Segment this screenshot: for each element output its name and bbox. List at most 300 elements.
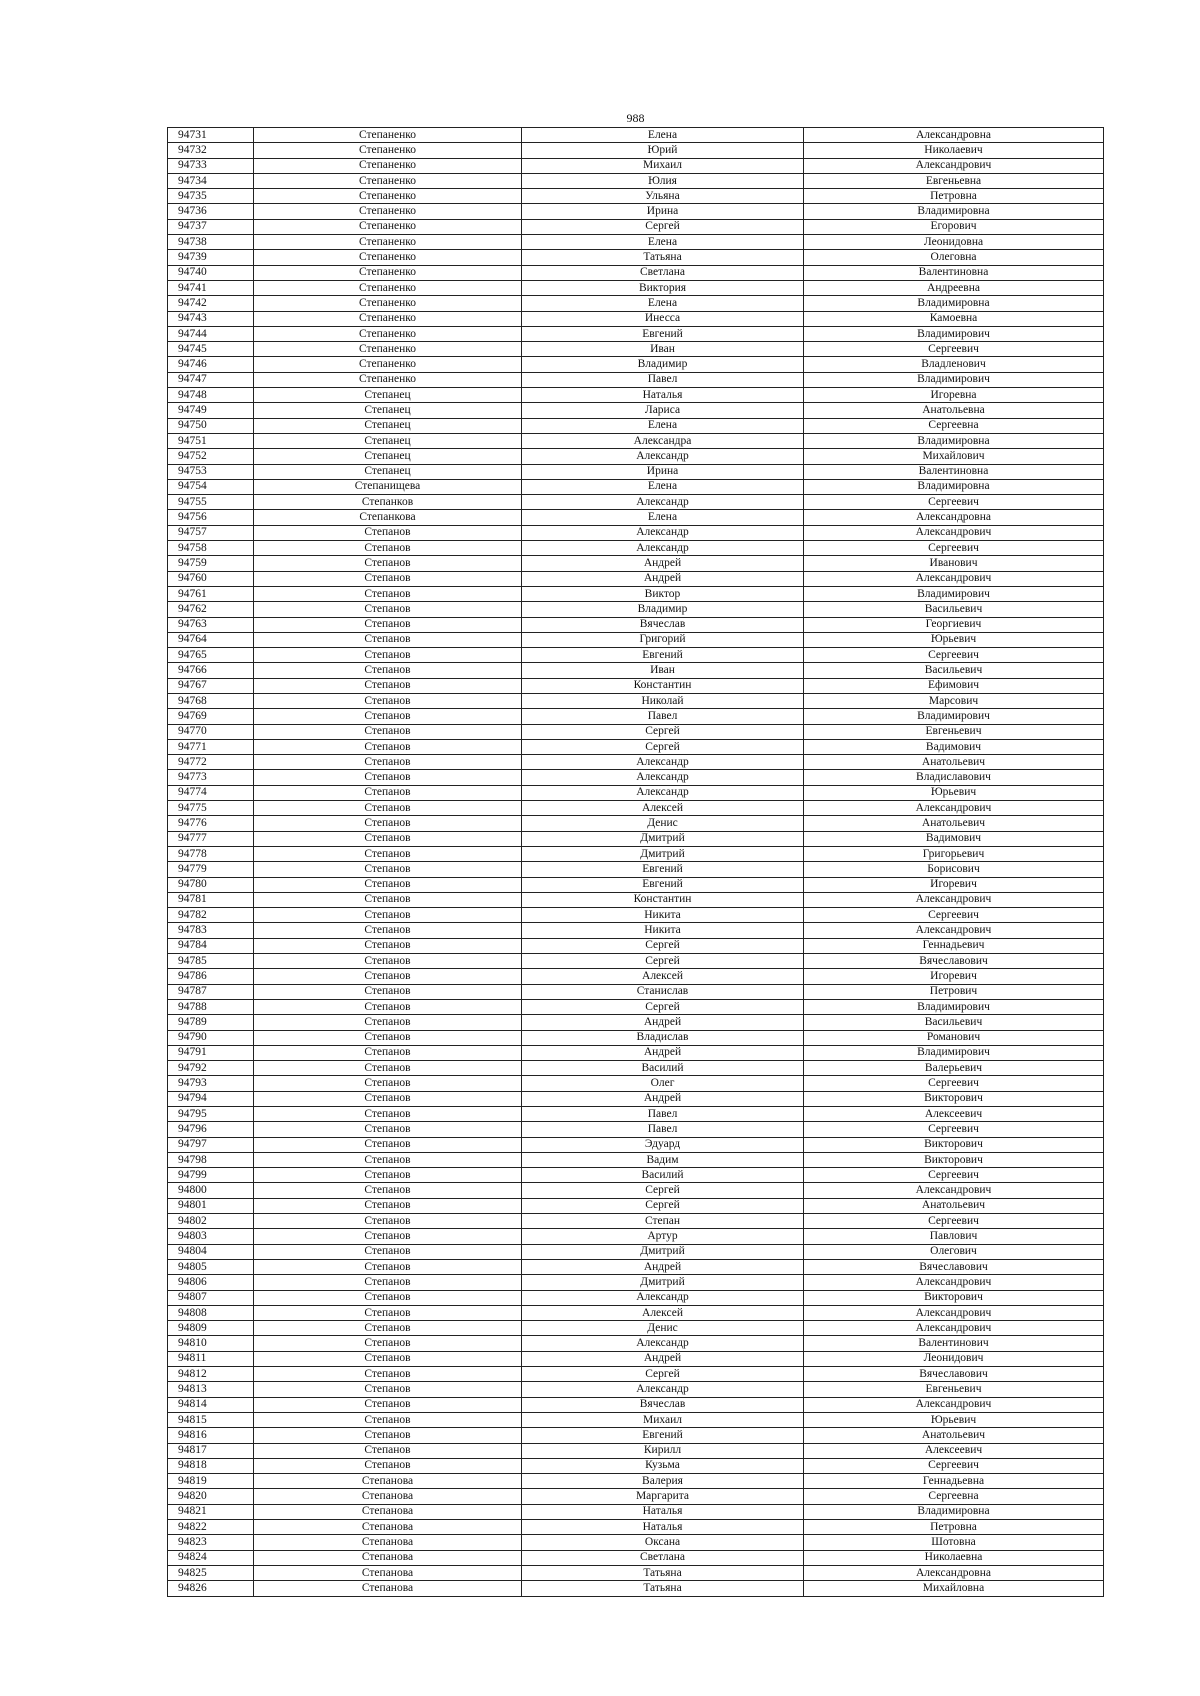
- first-name-cell: Елена: [522, 296, 804, 311]
- record-number-cell: 94751: [168, 433, 254, 448]
- first-name-cell: Валерия: [522, 1474, 804, 1489]
- surname-cell: Степанов: [254, 724, 522, 739]
- table-row: [168, 1520, 1104, 1535]
- table-row: [168, 632, 1104, 647]
- patronymic-cell: Евгеньевна: [804, 173, 1104, 188]
- record-number-cell: 94825: [168, 1565, 254, 1580]
- first-name-cell: Владимир: [522, 602, 804, 617]
- first-name-cell: Александр: [522, 1290, 804, 1305]
- patronymic-cell: Марсович: [804, 693, 1104, 708]
- table-row: [168, 495, 1104, 510]
- patronymic-cell: Викторович: [804, 1137, 1104, 1152]
- first-name-cell: Елена: [522, 510, 804, 525]
- surname-cell: Степанов: [254, 954, 522, 969]
- first-name-cell: Александр: [522, 495, 804, 510]
- first-name-cell: Алексей: [522, 969, 804, 984]
- surname-cell: Степанов: [254, 1076, 522, 1091]
- patronymic-cell: Владиславович: [804, 770, 1104, 785]
- patronymic-cell: Викторович: [804, 1152, 1104, 1167]
- patronymic-cell: Юрьевич: [804, 632, 1104, 647]
- first-name-cell: Наталья: [522, 1520, 804, 1535]
- patronymic-cell: Юрьевич: [804, 785, 1104, 800]
- surname-cell: Степанков: [254, 495, 522, 510]
- patronymic-cell: Владимировна: [804, 296, 1104, 311]
- surname-cell: Степанова: [254, 1474, 522, 1489]
- patronymic-cell: Юрьевич: [804, 1412, 1104, 1427]
- patronymic-cell: Александрович: [804, 1397, 1104, 1412]
- surname-cell: Степанец: [254, 418, 522, 433]
- record-number-cell: 94762: [168, 602, 254, 617]
- surname-cell: Степанов: [254, 999, 522, 1014]
- first-name-cell: Лариса: [522, 403, 804, 418]
- patronymic-cell: Анатольевна: [804, 403, 1104, 418]
- table-row: [168, 785, 1104, 800]
- record-number-cell: 94785: [168, 954, 254, 969]
- first-name-cell: Сергей: [522, 724, 804, 739]
- table-row: [168, 1351, 1104, 1366]
- patronymic-cell: Евгеньевич: [804, 724, 1104, 739]
- table-row: [168, 250, 1104, 265]
- record-number-cell: 94750: [168, 418, 254, 433]
- surname-cell: Степанов: [254, 1259, 522, 1274]
- surname-cell: Степанов: [254, 1183, 522, 1198]
- surname-cell: Степанов: [254, 877, 522, 892]
- table-row: [168, 862, 1104, 877]
- table-row: [168, 678, 1104, 693]
- table-row: [168, 1321, 1104, 1336]
- surname-cell: Степаненко: [254, 280, 522, 295]
- first-name-cell: Александр: [522, 755, 804, 770]
- record-number-cell: 94815: [168, 1412, 254, 1427]
- patronymic-cell: Николаевич: [804, 143, 1104, 158]
- patronymic-cell: Сергеевич: [804, 342, 1104, 357]
- record-number-cell: 94746: [168, 357, 254, 372]
- surname-cell: Степанов: [254, 1229, 522, 1244]
- patronymic-cell: Викторович: [804, 1290, 1104, 1305]
- record-number-cell: 94745: [168, 342, 254, 357]
- surname-cell: Степанец: [254, 449, 522, 464]
- surname-cell: Степанов: [254, 1428, 522, 1443]
- record-number-cell: 94824: [168, 1550, 254, 1565]
- table-row: [168, 877, 1104, 892]
- table-row: [168, 433, 1104, 448]
- patronymic-cell: Анатольевич: [804, 755, 1104, 770]
- record-number-cell: 94801: [168, 1198, 254, 1213]
- first-name-cell: Андрей: [522, 1015, 804, 1030]
- first-name-cell: Эдуард: [522, 1137, 804, 1152]
- patronymic-cell: Петровна: [804, 1520, 1104, 1535]
- first-name-cell: Никита: [522, 923, 804, 938]
- surname-cell: Степанов: [254, 816, 522, 831]
- patronymic-cell: Олеговна: [804, 250, 1104, 265]
- surname-cell: Степанов: [254, 1091, 522, 1106]
- first-name-cell: Сергей: [522, 219, 804, 234]
- first-name-cell: Елена: [522, 418, 804, 433]
- first-name-cell: Елена: [522, 479, 804, 494]
- surname-cell: Степаненко: [254, 158, 522, 173]
- table-row: [168, 1367, 1104, 1382]
- first-name-cell: Александр: [522, 1336, 804, 1351]
- first-name-cell: Ирина: [522, 464, 804, 479]
- patronymic-cell: Александрович: [804, 1183, 1104, 1198]
- table-row: [168, 1183, 1104, 1198]
- record-number-cell: 94776: [168, 816, 254, 831]
- record-number-cell: 94790: [168, 1030, 254, 1045]
- first-name-cell: Андрей: [522, 1091, 804, 1106]
- table-row: [168, 1489, 1104, 1504]
- table-row: [168, 648, 1104, 663]
- record-number-cell: 94793: [168, 1076, 254, 1091]
- patronymic-cell: Александрович: [804, 1305, 1104, 1320]
- surname-cell: Степанова: [254, 1565, 522, 1580]
- table-row: [168, 219, 1104, 234]
- first-name-cell: Дмитрий: [522, 1275, 804, 1290]
- roster-table: [167, 127, 1104, 1597]
- table-row: [168, 1535, 1104, 1550]
- record-number-cell: 94774: [168, 785, 254, 800]
- surname-cell: Степанов: [254, 602, 522, 617]
- first-name-cell: Василий: [522, 1061, 804, 1076]
- first-name-cell: Александр: [522, 770, 804, 785]
- first-name-cell: Александр: [522, 541, 804, 556]
- table-row: [168, 403, 1104, 418]
- first-name-cell: Виктор: [522, 586, 804, 601]
- surname-cell: Степанов: [254, 571, 522, 586]
- record-number-cell: 94794: [168, 1091, 254, 1106]
- patronymic-cell: Олегович: [804, 1244, 1104, 1259]
- patronymic-cell: Александрович: [804, 1275, 1104, 1290]
- table-row: [168, 1091, 1104, 1106]
- table-row: [168, 1107, 1104, 1122]
- surname-cell: Степанов: [254, 969, 522, 984]
- record-number-cell: 94818: [168, 1458, 254, 1473]
- patronymic-cell: Петровна: [804, 189, 1104, 204]
- surname-cell: Степанов: [254, 938, 522, 953]
- surname-cell: Степанов: [254, 1397, 522, 1412]
- surname-cell: Степанов: [254, 1275, 522, 1290]
- table-row: [168, 296, 1104, 311]
- record-number-cell: 94813: [168, 1382, 254, 1397]
- record-number-cell: 94812: [168, 1367, 254, 1382]
- patronymic-cell: Викторович: [804, 1091, 1104, 1106]
- first-name-cell: Павел: [522, 1122, 804, 1137]
- surname-cell: Степанищева: [254, 479, 522, 494]
- surname-cell: Степаненко: [254, 265, 522, 280]
- surname-cell: Степанов: [254, 1351, 522, 1366]
- first-name-cell: Сергей: [522, 938, 804, 953]
- first-name-cell: Павел: [522, 709, 804, 724]
- record-number-cell: 94770: [168, 724, 254, 739]
- table-row: [168, 1336, 1104, 1351]
- record-number-cell: 94732: [168, 143, 254, 158]
- table-row: [168, 1198, 1104, 1213]
- record-number-cell: 94802: [168, 1214, 254, 1229]
- table-row: [168, 1474, 1104, 1489]
- surname-cell: Степанов: [254, 1015, 522, 1030]
- table-row: [168, 510, 1104, 525]
- first-name-cell: Константин: [522, 892, 804, 907]
- record-number-cell: 94760: [168, 571, 254, 586]
- table-row: [168, 525, 1104, 540]
- record-number-cell: 94808: [168, 1305, 254, 1320]
- first-name-cell: Никита: [522, 908, 804, 923]
- record-number-cell: 94763: [168, 617, 254, 632]
- first-name-cell: Татьяна: [522, 250, 804, 265]
- patronymic-cell: Владимирович: [804, 999, 1104, 1014]
- patronymic-cell: Николаевна: [804, 1550, 1104, 1565]
- table-row: [168, 1244, 1104, 1259]
- table-row: [168, 1229, 1104, 1244]
- first-name-cell: Маргарита: [522, 1489, 804, 1504]
- patronymic-cell: Вадимович: [804, 739, 1104, 754]
- patronymic-cell: Геннадьевна: [804, 1474, 1104, 1489]
- table-row: [168, 724, 1104, 739]
- first-name-cell: Наталья: [522, 388, 804, 403]
- patronymic-cell: Борисович: [804, 862, 1104, 877]
- patronymic-cell: Александрович: [804, 525, 1104, 540]
- patronymic-cell: Васильевич: [804, 602, 1104, 617]
- surname-cell: Степанов: [254, 525, 522, 540]
- patronymic-cell: Александрович: [804, 571, 1104, 586]
- table-row: [168, 693, 1104, 708]
- patronymic-cell: Владимировна: [804, 479, 1104, 494]
- patronymic-cell: Сергеевна: [804, 1489, 1104, 1504]
- table-row: [168, 1565, 1104, 1580]
- record-number-cell: 94761: [168, 586, 254, 601]
- patronymic-cell: Анатольевич: [804, 1198, 1104, 1213]
- patronymic-cell: Валентиновна: [804, 464, 1104, 479]
- table-row: [168, 663, 1104, 678]
- record-number-cell: 94741: [168, 280, 254, 295]
- table-row: [168, 801, 1104, 816]
- record-number-cell: 94744: [168, 326, 254, 341]
- record-number-cell: 94823: [168, 1535, 254, 1550]
- surname-cell: Степанов: [254, 663, 522, 678]
- first-name-cell: Андрей: [522, 1045, 804, 1060]
- patronymic-cell: Игоревич: [804, 877, 1104, 892]
- table-row: [168, 770, 1104, 785]
- patronymic-cell: Евгеньевич: [804, 1382, 1104, 1397]
- first-name-cell: Владислав: [522, 1030, 804, 1045]
- first-name-cell: Олег: [522, 1076, 804, 1091]
- surname-cell: Степанов: [254, 739, 522, 754]
- patronymic-cell: Иванович: [804, 556, 1104, 571]
- surname-cell: Степанов: [254, 1382, 522, 1397]
- table-row: [168, 556, 1104, 571]
- first-name-cell: Александр: [522, 525, 804, 540]
- record-number-cell: 94799: [168, 1168, 254, 1183]
- surname-cell: Степаненко: [254, 296, 522, 311]
- first-name-cell: Евгений: [522, 1428, 804, 1443]
- record-number-cell: 94780: [168, 877, 254, 892]
- patronymic-cell: Александровна: [804, 1565, 1104, 1580]
- table-row: [168, 1443, 1104, 1458]
- record-number-cell: 94737: [168, 219, 254, 234]
- record-number-cell: 94749: [168, 403, 254, 418]
- surname-cell: Степанкова: [254, 510, 522, 525]
- first-name-cell: Сергей: [522, 999, 804, 1014]
- patronymic-cell: Георгиевич: [804, 617, 1104, 632]
- record-number-cell: 94748: [168, 388, 254, 403]
- patronymic-cell: Геннадьевич: [804, 938, 1104, 953]
- surname-cell: Степанов: [254, 1412, 522, 1427]
- surname-cell: Степанов: [254, 923, 522, 938]
- table-row: [168, 143, 1104, 158]
- record-number-cell: 94736: [168, 204, 254, 219]
- first-name-cell: Артур: [522, 1229, 804, 1244]
- record-number-cell: 94754: [168, 479, 254, 494]
- surname-cell: Степанов: [254, 648, 522, 663]
- first-name-cell: Андрей: [522, 571, 804, 586]
- record-number-cell: 94816: [168, 1428, 254, 1443]
- patronymic-cell: Вячеславович: [804, 1367, 1104, 1382]
- surname-cell: Степанова: [254, 1489, 522, 1504]
- surname-cell: Степанов: [254, 755, 522, 770]
- first-name-cell: Евгений: [522, 877, 804, 892]
- record-number-cell: 94752: [168, 449, 254, 464]
- surname-cell: Степанец: [254, 403, 522, 418]
- record-number-cell: 94789: [168, 1015, 254, 1030]
- first-name-cell: Павел: [522, 372, 804, 387]
- record-number-cell: 94821: [168, 1504, 254, 1519]
- first-name-cell: Денис: [522, 1321, 804, 1336]
- record-number-cell: 94806: [168, 1275, 254, 1290]
- table-row: [168, 464, 1104, 479]
- first-name-cell: Татьяна: [522, 1565, 804, 1580]
- patronymic-cell: Владимировна: [804, 1504, 1104, 1519]
- table-row: [168, 1412, 1104, 1427]
- first-name-cell: Светлана: [522, 1550, 804, 1565]
- table-row: [168, 1275, 1104, 1290]
- table-row: [168, 831, 1104, 846]
- surname-cell: Степанов: [254, 1290, 522, 1305]
- first-name-cell: Вячеслав: [522, 617, 804, 632]
- record-number-cell: 94800: [168, 1183, 254, 1198]
- record-number-cell: 94792: [168, 1061, 254, 1076]
- patronymic-cell: Васильевич: [804, 663, 1104, 678]
- first-name-cell: Ульяна: [522, 189, 804, 204]
- table-row: [168, 846, 1104, 861]
- record-number-cell: 94784: [168, 938, 254, 953]
- surname-cell: Степанов: [254, 801, 522, 816]
- surname-cell: Степанец: [254, 464, 522, 479]
- patronymic-cell: Александровна: [804, 128, 1104, 143]
- first-name-cell: Алексей: [522, 801, 804, 816]
- surname-cell: Степаненко: [254, 311, 522, 326]
- table-row: [168, 1137, 1104, 1152]
- record-number-cell: 94791: [168, 1045, 254, 1060]
- first-name-cell: Николай: [522, 693, 804, 708]
- surname-cell: Степанова: [254, 1520, 522, 1535]
- patronymic-cell: Александровна: [804, 510, 1104, 525]
- table-row: [168, 755, 1104, 770]
- patronymic-cell: Владимировна: [804, 204, 1104, 219]
- record-number-cell: 94769: [168, 709, 254, 724]
- patronymic-cell: Игоревна: [804, 388, 1104, 403]
- surname-cell: Степанов: [254, 1214, 522, 1229]
- patronymic-cell: Вадимович: [804, 831, 1104, 846]
- record-number-cell: 94733: [168, 158, 254, 173]
- table-row: [168, 1045, 1104, 1060]
- record-number-cell: 94782: [168, 908, 254, 923]
- surname-cell: Степаненко: [254, 235, 522, 250]
- patronymic-cell: Сергеевич: [804, 1214, 1104, 1229]
- table-row: [168, 311, 1104, 326]
- table-row: [168, 449, 1104, 464]
- record-number-cell: 94753: [168, 464, 254, 479]
- record-number-cell: 94775: [168, 801, 254, 816]
- table-row: [168, 586, 1104, 601]
- patronymic-cell: Игоревич: [804, 969, 1104, 984]
- table-row: [168, 1458, 1104, 1473]
- table-row: [168, 602, 1104, 617]
- first-name-cell: Павел: [522, 1107, 804, 1122]
- surname-cell: Степанов: [254, 1122, 522, 1137]
- table-row: [168, 357, 1104, 372]
- record-number-cell: 94788: [168, 999, 254, 1014]
- surname-cell: Степанов: [254, 1107, 522, 1122]
- table-row: [168, 908, 1104, 923]
- record-number-cell: 94765: [168, 648, 254, 663]
- patronymic-cell: Сергеевич: [804, 1458, 1104, 1473]
- first-name-cell: Евгений: [522, 862, 804, 877]
- record-number-cell: 94826: [168, 1581, 254, 1596]
- first-name-cell: Оксана: [522, 1535, 804, 1550]
- first-name-cell: Юрий: [522, 143, 804, 158]
- first-name-cell: Дмитрий: [522, 831, 804, 846]
- patronymic-cell: Романович: [804, 1030, 1104, 1045]
- table-row: [168, 342, 1104, 357]
- table-row: [168, 1168, 1104, 1183]
- first-name-cell: Константин: [522, 678, 804, 693]
- record-number-cell: 94817: [168, 1443, 254, 1458]
- patronymic-cell: Александрович: [804, 158, 1104, 173]
- first-name-cell: Михаил: [522, 158, 804, 173]
- patronymic-cell: Егорович: [804, 219, 1104, 234]
- surname-cell: Степанова: [254, 1581, 522, 1596]
- patronymic-cell: Анатольевич: [804, 1428, 1104, 1443]
- record-number-cell: 94738: [168, 235, 254, 250]
- table-row: [168, 280, 1104, 295]
- surname-cell: Степанова: [254, 1535, 522, 1550]
- patronymic-cell: Сергеевич: [804, 541, 1104, 556]
- record-number-cell: 94811: [168, 1351, 254, 1366]
- surname-cell: Степаненко: [254, 128, 522, 143]
- surname-cell: Степанов: [254, 862, 522, 877]
- surname-cell: Степанов: [254, 1137, 522, 1152]
- record-number-cell: 94822: [168, 1520, 254, 1535]
- table-row: [168, 326, 1104, 341]
- table-row: [168, 418, 1104, 433]
- first-name-cell: Денис: [522, 816, 804, 831]
- patronymic-cell: Валерьевич: [804, 1061, 1104, 1076]
- patronymic-cell: Петрович: [804, 984, 1104, 999]
- surname-cell: Степаненко: [254, 357, 522, 372]
- first-name-cell: Наталья: [522, 1504, 804, 1519]
- patronymic-cell: Григорьевич: [804, 846, 1104, 861]
- first-name-cell: Инесса: [522, 311, 804, 326]
- surname-cell: Степаненко: [254, 219, 522, 234]
- first-name-cell: Сергей: [522, 1198, 804, 1213]
- record-number-cell: 94814: [168, 1397, 254, 1412]
- table-row: [168, 969, 1104, 984]
- surname-cell: Степанова: [254, 1550, 522, 1565]
- record-number-cell: 94767: [168, 678, 254, 693]
- patronymic-cell: Вячеславович: [804, 1259, 1104, 1274]
- surname-cell: Степанов: [254, 770, 522, 785]
- record-number-cell: 94772: [168, 755, 254, 770]
- first-name-cell: Евгений: [522, 326, 804, 341]
